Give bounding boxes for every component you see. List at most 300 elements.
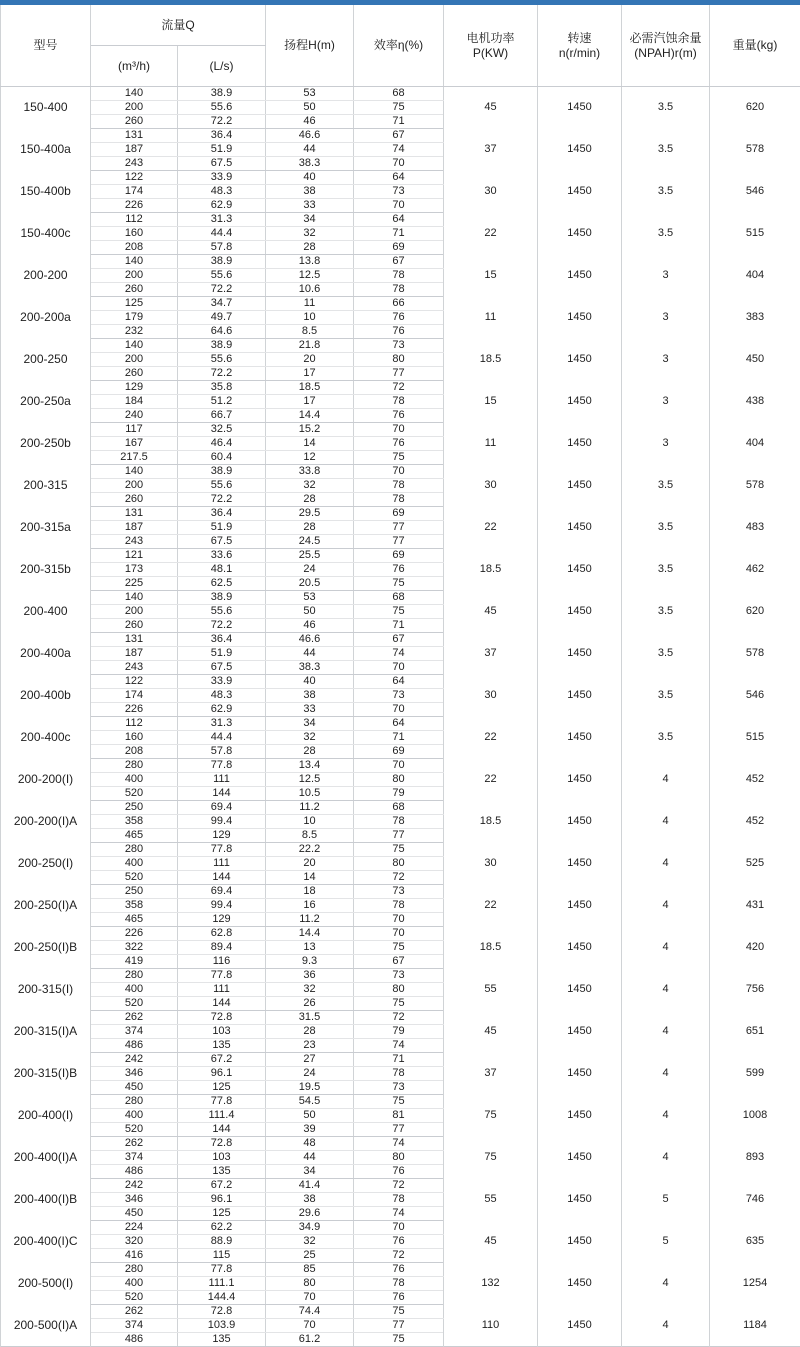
table-row	[1, 1053, 800, 1067]
npsh-cell: 3	[622, 255, 710, 297]
head-cell: 10.5	[266, 787, 354, 801]
head-cell: 32	[266, 983, 354, 997]
npsh-cell: 3.5	[622, 213, 710, 255]
flow-m3h-cell: 465	[91, 913, 178, 927]
efficiency-cell: 75	[354, 605, 444, 619]
head-cell: 17	[266, 367, 354, 381]
model-cell: 200-250(I)A	[1, 885, 91, 927]
npsh-cell: 4	[622, 1053, 710, 1095]
flow-ls-cell: 77.8	[178, 1095, 266, 1109]
table-row	[1, 675, 800, 689]
efficiency-cell: 70	[354, 157, 444, 171]
efficiency-cell: 71	[354, 731, 444, 745]
weight-cell: 546	[710, 675, 800, 717]
flow-m3h-cell: 160	[91, 731, 178, 745]
flow-m3h-cell: 322	[91, 941, 178, 955]
flow-ls-cell: 48.1	[178, 563, 266, 577]
weight-cell: 1254	[710, 1263, 800, 1305]
flow-m3h-cell: 187	[91, 647, 178, 661]
efficiency-cell: 76	[354, 1235, 444, 1249]
efficiency-cell: 76	[354, 311, 444, 325]
flow-ls-cell: 103	[178, 1025, 266, 1039]
power-cell: 15	[444, 255, 538, 297]
flow-m3h-cell: 242	[91, 1053, 178, 1067]
weight-cell: 515	[710, 717, 800, 759]
speed-cell: 1450	[538, 423, 622, 465]
flow-m3h-cell: 243	[91, 535, 178, 549]
flow-ls-cell: 69.4	[178, 801, 266, 815]
npsh-cell: 3.5	[622, 129, 710, 171]
flow-m3h-cell: 250	[91, 885, 178, 899]
flow-ls-cell: 99.4	[178, 899, 266, 913]
head-cell: 48	[266, 1137, 354, 1151]
efficiency-cell: 74	[354, 647, 444, 661]
head-cell: 34	[266, 717, 354, 731]
head-cell: 50	[266, 101, 354, 115]
head-cell: 70	[266, 1319, 354, 1333]
power-cell: 18.5	[444, 549, 538, 591]
table-row	[1, 381, 800, 395]
weight-cell: 893	[710, 1137, 800, 1179]
model-cell: 200-400c	[1, 717, 91, 759]
flow-m3h-cell: 131	[91, 129, 178, 143]
head-cell: 11	[266, 297, 354, 311]
head-cell: 85	[266, 1263, 354, 1277]
model-cell: 200-400a	[1, 633, 91, 675]
model-cell: 200-250(I)B	[1, 927, 91, 969]
efficiency-cell: 75	[354, 1305, 444, 1319]
col-header-power	[444, 5, 538, 87]
efficiency-cell: 78	[354, 1067, 444, 1081]
speed-cell: 1450	[538, 1053, 622, 1095]
efficiency-cell: 80	[354, 983, 444, 997]
flow-ls-cell: 144	[178, 997, 266, 1011]
npsh-cell: 4	[622, 759, 710, 801]
efficiency-cell: 76	[354, 1291, 444, 1305]
flow-ls-cell: 129	[178, 829, 266, 843]
col-header-npsh-line2: (NPAH)r(m)	[622, 46, 709, 61]
power-cell: 22	[444, 507, 538, 549]
efficiency-cell: 77	[354, 1319, 444, 1333]
table-row	[1, 1305, 800, 1319]
col-header-npsh	[622, 5, 710, 87]
efficiency-cell: 79	[354, 1025, 444, 1039]
flow-m3h-cell: 184	[91, 395, 178, 409]
npsh-cell: 4	[622, 1305, 710, 1347]
flow-m3h-cell: 419	[91, 955, 178, 969]
table-row	[1, 507, 800, 521]
npsh-cell: 3	[622, 297, 710, 339]
efficiency-cell: 74	[354, 1207, 444, 1221]
power-cell: 30	[444, 465, 538, 507]
power-cell: 22	[444, 717, 538, 759]
power-cell: 55	[444, 969, 538, 1011]
weight-cell: 635	[710, 1221, 800, 1263]
head-cell: 26	[266, 997, 354, 1011]
flow-ls-cell: 36.4	[178, 129, 266, 143]
model-cell: 150-400a	[1, 129, 91, 171]
flow-ls-cell: 55.6	[178, 479, 266, 493]
speed-cell: 1450	[538, 381, 622, 423]
flow-m3h-cell: 250	[91, 801, 178, 815]
head-cell: 38.3	[266, 661, 354, 675]
flow-ls-cell: 69.4	[178, 885, 266, 899]
flow-m3h-cell: 262	[91, 1305, 178, 1319]
flow-ls-cell: 144	[178, 1123, 266, 1137]
head-cell: 19.5	[266, 1081, 354, 1095]
flow-ls-cell: 51.2	[178, 395, 266, 409]
flow-ls-cell: 111	[178, 857, 266, 871]
efficiency-cell: 77	[354, 521, 444, 535]
head-cell: 14	[266, 871, 354, 885]
col-header-head: 扬程H(m)	[266, 5, 354, 87]
head-cell: 12	[266, 451, 354, 465]
flow-m3h-cell: 486	[91, 1165, 178, 1179]
col-header-npsh-line1: 必需汽蚀余量	[622, 31, 709, 46]
efficiency-cell: 70	[354, 199, 444, 213]
flow-m3h-cell: 400	[91, 1109, 178, 1123]
head-cell: 32	[266, 479, 354, 493]
flow-m3h-cell: 112	[91, 213, 178, 227]
flow-ls-cell: 96.1	[178, 1067, 266, 1081]
head-cell: 24	[266, 1067, 354, 1081]
weight-cell: 450	[710, 339, 800, 381]
head-cell: 61.2	[266, 1333, 354, 1347]
head-cell: 10	[266, 311, 354, 325]
speed-cell: 1450	[538, 633, 622, 675]
flow-m3h-cell: 226	[91, 703, 178, 717]
table-row	[1, 129, 800, 143]
flow-m3h-cell: 122	[91, 171, 178, 185]
model-cell: 200-315(I)B	[1, 1053, 91, 1095]
head-cell: 74.4	[266, 1305, 354, 1319]
flow-ls-cell: 111	[178, 983, 266, 997]
speed-cell: 1450	[538, 465, 622, 507]
efficiency-cell: 67	[354, 129, 444, 143]
speed-cell: 1450	[538, 171, 622, 213]
speed-cell: 1450	[538, 255, 622, 297]
efficiency-cell: 75	[354, 997, 444, 1011]
model-cell: 150-400	[1, 87, 91, 129]
head-cell: 14.4	[266, 927, 354, 941]
weight-cell: 620	[710, 87, 800, 129]
flow-ls-cell: 57.8	[178, 745, 266, 759]
head-cell: 27	[266, 1053, 354, 1067]
flow-ls-cell: 38.9	[178, 87, 266, 101]
npsh-cell: 3.5	[622, 591, 710, 633]
flow-m3h-cell: 262	[91, 1011, 178, 1025]
efficiency-cell: 70	[354, 913, 444, 927]
model-cell: 200-250	[1, 339, 91, 381]
efficiency-cell: 64	[354, 213, 444, 227]
head-cell: 11.2	[266, 913, 354, 927]
head-cell: 10	[266, 815, 354, 829]
flow-m3h-cell: 117	[91, 423, 178, 437]
table-row	[1, 549, 800, 563]
power-cell: 30	[444, 171, 538, 213]
flow-ls-cell: 135	[178, 1165, 266, 1179]
flow-m3h-cell: 140	[91, 591, 178, 605]
efficiency-cell: 78	[354, 1193, 444, 1207]
efficiency-cell: 69	[354, 507, 444, 521]
head-cell: 41.4	[266, 1179, 354, 1193]
speed-cell: 1450	[538, 1179, 622, 1221]
weight-cell: 620	[710, 591, 800, 633]
head-cell: 13	[266, 941, 354, 955]
table-row	[1, 843, 800, 857]
head-cell: 28	[266, 493, 354, 507]
speed-cell: 1450	[538, 1095, 622, 1137]
model-cell: 150-400c	[1, 213, 91, 255]
speed-cell: 1450	[538, 759, 622, 801]
npsh-cell: 3.5	[622, 507, 710, 549]
model-cell: 200-400(I)A	[1, 1137, 91, 1179]
efficiency-cell: 75	[354, 577, 444, 591]
flow-ls-cell: 38.9	[178, 465, 266, 479]
flow-ls-cell: 72.2	[178, 283, 266, 297]
flow-m3h-cell: 260	[91, 115, 178, 129]
efficiency-cell: 78	[354, 493, 444, 507]
flow-m3h-cell: 346	[91, 1193, 178, 1207]
efficiency-cell: 76	[354, 1263, 444, 1277]
col-header-power-line1: 电机功率	[444, 31, 537, 46]
efficiency-cell: 70	[354, 661, 444, 675]
head-cell: 32	[266, 227, 354, 241]
flow-ls-cell: 35.8	[178, 381, 266, 395]
efficiency-cell: 78	[354, 1277, 444, 1291]
table-row	[1, 1011, 800, 1025]
head-cell: 32	[266, 731, 354, 745]
model-cell: 200-250a	[1, 381, 91, 423]
power-cell: 55	[444, 1179, 538, 1221]
npsh-cell: 3.5	[622, 171, 710, 213]
efficiency-cell: 67	[354, 633, 444, 647]
head-cell: 10.6	[266, 283, 354, 297]
efficiency-cell: 68	[354, 801, 444, 815]
efficiency-cell: 80	[354, 857, 444, 871]
flow-m3h-cell: 358	[91, 815, 178, 829]
efficiency-cell: 76	[354, 437, 444, 451]
flow-ls-cell: 135	[178, 1333, 266, 1347]
efficiency-cell: 79	[354, 787, 444, 801]
npsh-cell: 5	[622, 1179, 710, 1221]
speed-cell: 1450	[538, 1011, 622, 1053]
flow-m3h-cell: 112	[91, 717, 178, 731]
flow-ls-cell: 57.8	[178, 241, 266, 255]
flow-m3h-cell: 320	[91, 1235, 178, 1249]
flow-ls-cell: 72.2	[178, 115, 266, 129]
efficiency-cell: 78	[354, 815, 444, 829]
model-cell: 200-500(I)A	[1, 1305, 91, 1347]
power-cell: 110	[444, 1305, 538, 1347]
flow-ls-cell: 49.7	[178, 311, 266, 325]
head-cell: 29.6	[266, 1207, 354, 1221]
head-cell: 46.6	[266, 633, 354, 647]
flow-ls-cell: 77.8	[178, 969, 266, 983]
speed-cell: 1450	[538, 549, 622, 591]
speed-cell: 1450	[538, 213, 622, 255]
power-cell: 18.5	[444, 927, 538, 969]
model-cell: 200-315a	[1, 507, 91, 549]
flow-m3h-cell: 131	[91, 507, 178, 521]
efficiency-cell: 73	[354, 339, 444, 353]
npsh-cell: 4	[622, 1263, 710, 1305]
power-cell: 18.5	[444, 801, 538, 843]
speed-cell: 1450	[538, 1305, 622, 1347]
flow-m3h-cell: 374	[91, 1319, 178, 1333]
head-cell: 40	[266, 675, 354, 689]
efficiency-cell: 64	[354, 675, 444, 689]
flow-ls-cell: 38.9	[178, 591, 266, 605]
flow-ls-cell: 44.4	[178, 227, 266, 241]
flow-m3h-cell: 450	[91, 1207, 178, 1221]
flow-ls-cell: 46.4	[178, 437, 266, 451]
efficiency-cell: 70	[354, 703, 444, 717]
efficiency-cell: 69	[354, 241, 444, 255]
efficiency-cell: 73	[354, 689, 444, 703]
npsh-cell: 4	[622, 969, 710, 1011]
flow-m3h-cell: 260	[91, 367, 178, 381]
flow-ls-cell: 99.4	[178, 815, 266, 829]
weight-cell: 578	[710, 465, 800, 507]
weight-cell: 438	[710, 381, 800, 423]
power-cell: 30	[444, 675, 538, 717]
head-cell: 24.5	[266, 535, 354, 549]
flow-m3h-cell: 226	[91, 199, 178, 213]
flow-ls-cell: 72.8	[178, 1305, 266, 1319]
flow-m3h-cell: 400	[91, 983, 178, 997]
col-header-speed-line1: 转速	[538, 31, 621, 46]
weight-cell: 578	[710, 129, 800, 171]
flow-ls-cell: 51.9	[178, 143, 266, 157]
efficiency-cell: 77	[354, 535, 444, 549]
npsh-cell: 3	[622, 423, 710, 465]
table-row	[1, 927, 800, 941]
head-cell: 8.5	[266, 829, 354, 843]
npsh-cell: 4	[622, 885, 710, 927]
flow-m3h-cell: 520	[91, 871, 178, 885]
efficiency-cell: 70	[354, 423, 444, 437]
table-body	[1, 87, 800, 1347]
flow-ls-cell: 33.9	[178, 171, 266, 185]
flow-m3h-cell: 465	[91, 829, 178, 843]
flow-ls-cell: 51.9	[178, 647, 266, 661]
weight-cell: 1008	[710, 1095, 800, 1137]
flow-ls-cell: 72.2	[178, 493, 266, 507]
flow-ls-cell: 51.9	[178, 521, 266, 535]
flow-ls-cell: 67.2	[178, 1053, 266, 1067]
flow-m3h-cell: 280	[91, 969, 178, 983]
flow-m3h-cell: 450	[91, 1081, 178, 1095]
flow-ls-cell: 77.8	[178, 1263, 266, 1277]
flow-m3h-cell: 125	[91, 297, 178, 311]
npsh-cell: 4	[622, 801, 710, 843]
efficiency-cell: 72	[354, 1249, 444, 1263]
col-header-efficiency: 效率η(%)	[354, 5, 444, 87]
model-cell: 150-400b	[1, 171, 91, 213]
table-header	[1, 5, 800, 87]
flow-ls-cell: 62.2	[178, 1221, 266, 1235]
flow-m3h-cell: 374	[91, 1025, 178, 1039]
head-cell: 46	[266, 619, 354, 633]
head-cell: 44	[266, 143, 354, 157]
flow-m3h-cell: 416	[91, 1249, 178, 1263]
flow-ls-cell: 44.4	[178, 731, 266, 745]
efficiency-cell: 67	[354, 955, 444, 969]
model-cell: 200-315(I)A	[1, 1011, 91, 1053]
power-cell: 45	[444, 1221, 538, 1263]
flow-ls-cell: 38.9	[178, 255, 266, 269]
head-cell: 20	[266, 857, 354, 871]
table-row	[1, 591, 800, 605]
flow-ls-cell: 55.6	[178, 101, 266, 115]
npsh-cell: 3.5	[622, 465, 710, 507]
efficiency-cell: 73	[354, 885, 444, 899]
head-cell: 40	[266, 171, 354, 185]
power-cell: 22	[444, 759, 538, 801]
power-cell: 15	[444, 381, 538, 423]
weight-cell: 383	[710, 297, 800, 339]
weight-cell: 431	[710, 885, 800, 927]
flow-ls-cell: 36.4	[178, 507, 266, 521]
head-cell: 38	[266, 185, 354, 199]
flow-ls-cell: 62.9	[178, 703, 266, 717]
flow-ls-cell: 48.3	[178, 185, 266, 199]
weight-cell: 746	[710, 1179, 800, 1221]
npsh-cell: 3	[622, 339, 710, 381]
col-header-power-line2: P(KW)	[444, 46, 537, 61]
table-row	[1, 1095, 800, 1109]
head-cell: 14.4	[266, 409, 354, 423]
efficiency-cell: 80	[354, 353, 444, 367]
flow-ls-cell: 62.8	[178, 927, 266, 941]
flow-m3h-cell: 208	[91, 241, 178, 255]
head-cell: 80	[266, 1277, 354, 1291]
weight-cell: 404	[710, 255, 800, 297]
speed-cell: 1450	[538, 1137, 622, 1179]
flow-ls-cell: 62.5	[178, 577, 266, 591]
col-header-flow-m3h: (m³/h)	[91, 46, 178, 87]
model-cell: 200-250(I)	[1, 843, 91, 885]
efficiency-cell: 75	[354, 843, 444, 857]
flow-ls-cell: 125	[178, 1081, 266, 1095]
flow-m3h-cell: 121	[91, 549, 178, 563]
head-cell: 53	[266, 591, 354, 605]
flow-ls-cell: 125	[178, 1207, 266, 1221]
npsh-cell: 3	[622, 381, 710, 423]
speed-cell: 1450	[538, 591, 622, 633]
flow-m3h-cell: 280	[91, 843, 178, 857]
npsh-cell: 3.5	[622, 633, 710, 675]
flow-ls-cell: 77.8	[178, 759, 266, 773]
model-cell: 200-400(I)	[1, 1095, 91, 1137]
head-cell: 25	[266, 1249, 354, 1263]
flow-ls-cell: 144	[178, 871, 266, 885]
power-cell: 11	[444, 423, 538, 465]
flow-m3h-cell: 232	[91, 325, 178, 339]
flow-ls-cell: 60.4	[178, 451, 266, 465]
col-header-weight: 重量(kg)	[710, 5, 800, 87]
head-cell: 36	[266, 969, 354, 983]
weight-cell: 452	[710, 759, 800, 801]
head-cell: 8.5	[266, 325, 354, 339]
speed-cell: 1450	[538, 129, 622, 171]
flow-m3h-cell: 187	[91, 521, 178, 535]
flow-m3h-cell: 243	[91, 661, 178, 675]
flow-m3h-cell: 140	[91, 87, 178, 101]
flow-ls-cell: 67.5	[178, 661, 266, 675]
npsh-cell: 4	[622, 1095, 710, 1137]
